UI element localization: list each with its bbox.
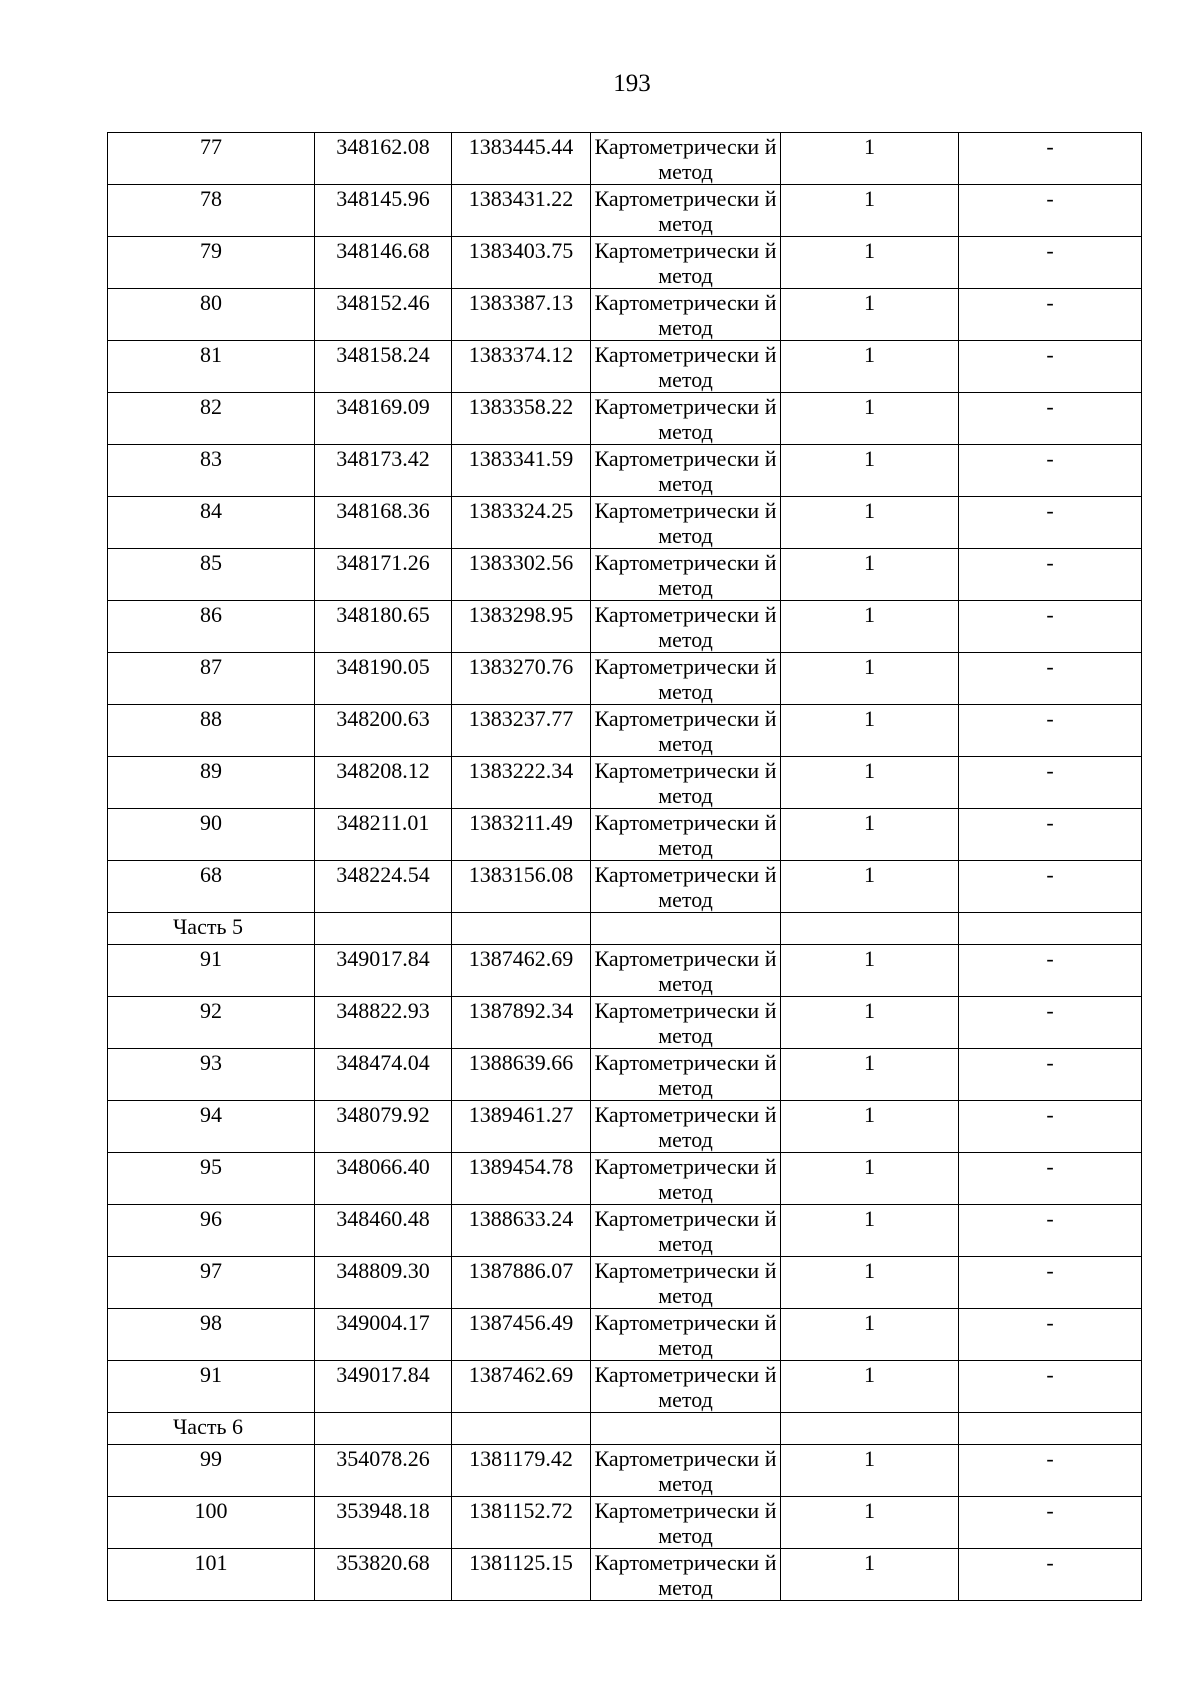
empty-cell xyxy=(591,913,781,945)
accuracy-cell: 1 xyxy=(781,1049,959,1101)
table-row xyxy=(108,997,1142,1049)
table-row xyxy=(108,653,1142,705)
note-cell: - xyxy=(959,1445,1142,1497)
accuracy-cell: 1 xyxy=(781,393,959,445)
table-row xyxy=(108,445,1142,497)
table-row xyxy=(108,1497,1142,1549)
method-cell: Картометрически й метод xyxy=(591,1309,781,1361)
empty-cell xyxy=(959,913,1142,945)
point-number-cell: 84 xyxy=(108,497,315,549)
table-row xyxy=(108,185,1142,237)
method-cell: Картометрически й метод xyxy=(591,1101,781,1153)
y-coordinate-cell: 1389461.27 xyxy=(452,1101,591,1153)
point-number-cell: 79 xyxy=(108,237,315,289)
table-row xyxy=(108,601,1142,653)
point-number-cell: 91 xyxy=(108,945,315,997)
accuracy-cell: 1 xyxy=(781,1205,959,1257)
y-coordinate-cell: 1387462.69 xyxy=(452,1361,591,1413)
x-coordinate-cell: 348474.04 xyxy=(315,1049,452,1101)
point-number-cell: 91 xyxy=(108,1361,315,1413)
accuracy-cell: 1 xyxy=(781,237,959,289)
note-cell: - xyxy=(959,653,1142,705)
point-number-cell: 89 xyxy=(108,757,315,809)
note-cell: - xyxy=(959,393,1142,445)
note-cell: - xyxy=(959,861,1142,913)
note-cell: - xyxy=(959,1153,1142,1205)
empty-cell xyxy=(315,1413,452,1445)
accuracy-cell: 1 xyxy=(781,1153,959,1205)
note-cell: - xyxy=(959,1257,1142,1309)
accuracy-cell: 1 xyxy=(781,653,959,705)
empty-cell xyxy=(315,913,452,945)
table-row xyxy=(108,757,1142,809)
method-cell: Картометрически й метод xyxy=(591,861,781,913)
point-number-cell: 94 xyxy=(108,1101,315,1153)
method-cell: Картометрически й метод xyxy=(591,1549,781,1601)
x-coordinate-cell: 348169.09 xyxy=(315,393,452,445)
point-number-cell: 95 xyxy=(108,1153,315,1205)
part-header-row xyxy=(108,1413,1142,1445)
y-coordinate-cell: 1383237.77 xyxy=(452,705,591,757)
y-coordinate-cell: 1381179.42 xyxy=(452,1445,591,1497)
x-coordinate-cell: 348146.68 xyxy=(315,237,452,289)
x-coordinate-cell: 348066.40 xyxy=(315,1153,452,1205)
note-cell: - xyxy=(959,341,1142,393)
method-cell: Картометрически й метод xyxy=(591,1497,781,1549)
note-cell: - xyxy=(959,1309,1142,1361)
x-coordinate-cell: 349017.84 xyxy=(315,945,452,997)
point-number-cell: 80 xyxy=(108,289,315,341)
table-row xyxy=(108,341,1142,393)
coordinates-table xyxy=(107,132,1142,1601)
y-coordinate-cell: 1387462.69 xyxy=(452,945,591,997)
accuracy-cell: 1 xyxy=(781,945,959,997)
table-row xyxy=(108,1049,1142,1101)
note-cell: - xyxy=(959,549,1142,601)
method-cell: Картометрически й метод xyxy=(591,997,781,1049)
accuracy-cell: 1 xyxy=(781,1257,959,1309)
accuracy-cell: 1 xyxy=(781,1101,959,1153)
note-cell: - xyxy=(959,601,1142,653)
table-row xyxy=(108,289,1142,341)
accuracy-cell: 1 xyxy=(781,289,959,341)
accuracy-cell: 1 xyxy=(781,1309,959,1361)
empty-cell xyxy=(781,1413,959,1445)
note-cell: - xyxy=(959,1049,1142,1101)
y-coordinate-cell: 1383270.76 xyxy=(452,653,591,705)
note-cell: - xyxy=(959,1361,1142,1413)
x-coordinate-cell: 348211.01 xyxy=(315,809,452,861)
x-coordinate-cell: 348822.93 xyxy=(315,997,452,1049)
y-coordinate-cell: 1383156.08 xyxy=(452,861,591,913)
point-number-cell: 101 xyxy=(108,1549,315,1601)
y-coordinate-cell: 1381152.72 xyxy=(452,1497,591,1549)
method-cell: Картометрически й метод xyxy=(591,945,781,997)
note-cell: - xyxy=(959,497,1142,549)
x-coordinate-cell: 348208.12 xyxy=(315,757,452,809)
table-row xyxy=(108,809,1142,861)
note-cell: - xyxy=(959,1497,1142,1549)
y-coordinate-cell: 1388639.66 xyxy=(452,1049,591,1101)
y-coordinate-cell: 1381125.15 xyxy=(452,1549,591,1601)
empty-cell xyxy=(959,1413,1142,1445)
x-coordinate-cell: 348173.42 xyxy=(315,445,452,497)
y-coordinate-cell: 1388633.24 xyxy=(452,1205,591,1257)
x-coordinate-cell: 349004.17 xyxy=(315,1309,452,1361)
y-coordinate-cell: 1383341.59 xyxy=(452,445,591,497)
note-cell: - xyxy=(959,185,1142,237)
x-coordinate-cell: 348079.92 xyxy=(315,1101,452,1153)
method-cell: Картометрически й метод xyxy=(591,809,781,861)
point-number-cell: 78 xyxy=(108,185,315,237)
y-coordinate-cell: 1383211.49 xyxy=(452,809,591,861)
method-cell: Картометрически й метод xyxy=(591,653,781,705)
y-coordinate-cell: 1383298.95 xyxy=(452,601,591,653)
x-coordinate-cell: 348168.36 xyxy=(315,497,452,549)
method-cell: Картометрически й метод xyxy=(591,601,781,653)
method-cell: Картометрически й метод xyxy=(591,1445,781,1497)
table-row xyxy=(108,237,1142,289)
table-row xyxy=(108,945,1142,997)
method-cell: Картометрически й метод xyxy=(591,1361,781,1413)
note-cell: - xyxy=(959,133,1142,185)
table-row xyxy=(108,1361,1142,1413)
x-coordinate-cell: 348809.30 xyxy=(315,1257,452,1309)
point-number-cell: 100 xyxy=(108,1497,315,1549)
point-number-cell: 90 xyxy=(108,809,315,861)
y-coordinate-cell: 1389454.78 xyxy=(452,1153,591,1205)
table-row xyxy=(108,497,1142,549)
empty-cell xyxy=(591,1413,781,1445)
note-cell: - xyxy=(959,1101,1142,1153)
y-coordinate-cell: 1383431.22 xyxy=(452,185,591,237)
y-coordinate-cell: 1387892.34 xyxy=(452,997,591,1049)
empty-cell xyxy=(452,1413,591,1445)
note-cell: - xyxy=(959,1549,1142,1601)
note-cell: - xyxy=(959,705,1142,757)
method-cell: Картометрически й метод xyxy=(591,133,781,185)
method-cell: Картометрически й метод xyxy=(591,757,781,809)
part-header-row xyxy=(108,913,1142,945)
table-row xyxy=(108,1101,1142,1153)
y-coordinate-cell: 1383358.22 xyxy=(452,393,591,445)
part-label: Часть 6 xyxy=(108,1413,315,1445)
method-cell: Картометрически й метод xyxy=(591,185,781,237)
accuracy-cell: 1 xyxy=(781,757,959,809)
accuracy-cell: 1 xyxy=(781,1549,959,1601)
x-coordinate-cell: 348162.08 xyxy=(315,133,452,185)
y-coordinate-cell: 1383445.44 xyxy=(452,133,591,185)
accuracy-cell: 1 xyxy=(781,185,959,237)
x-coordinate-cell: 348460.48 xyxy=(315,1205,452,1257)
point-number-cell: 82 xyxy=(108,393,315,445)
accuracy-cell: 1 xyxy=(781,601,959,653)
coordinates-table-body xyxy=(108,133,1142,1601)
y-coordinate-cell: 1383403.75 xyxy=(452,237,591,289)
accuracy-cell: 1 xyxy=(781,861,959,913)
method-cell: Картометрически й метод xyxy=(591,1257,781,1309)
y-coordinate-cell: 1387886.07 xyxy=(452,1257,591,1309)
accuracy-cell: 1 xyxy=(781,133,959,185)
table-row xyxy=(108,1257,1142,1309)
point-number-cell: 92 xyxy=(108,997,315,1049)
table-row xyxy=(108,705,1142,757)
note-cell: - xyxy=(959,289,1142,341)
y-coordinate-cell: 1387456.49 xyxy=(452,1309,591,1361)
empty-cell xyxy=(781,913,959,945)
method-cell: Картометрически й метод xyxy=(591,445,781,497)
table-row xyxy=(108,393,1142,445)
accuracy-cell: 1 xyxy=(781,497,959,549)
x-coordinate-cell: 349017.84 xyxy=(315,1361,452,1413)
method-cell: Картометрически й метод xyxy=(591,1049,781,1101)
x-coordinate-cell: 348224.54 xyxy=(315,861,452,913)
y-coordinate-cell: 1383387.13 xyxy=(452,289,591,341)
accuracy-cell: 1 xyxy=(781,341,959,393)
accuracy-cell: 1 xyxy=(781,705,959,757)
accuracy-cell: 1 xyxy=(781,549,959,601)
y-coordinate-cell: 1383302.56 xyxy=(452,549,591,601)
table-row xyxy=(108,861,1142,913)
y-coordinate-cell: 1383374.12 xyxy=(452,341,591,393)
point-number-cell: 96 xyxy=(108,1205,315,1257)
accuracy-cell: 1 xyxy=(781,445,959,497)
note-cell: - xyxy=(959,997,1142,1049)
point-number-cell: 81 xyxy=(108,341,315,393)
x-coordinate-cell: 348190.05 xyxy=(315,653,452,705)
point-number-cell: 98 xyxy=(108,1309,315,1361)
accuracy-cell: 1 xyxy=(781,809,959,861)
note-cell: - xyxy=(959,945,1142,997)
table-row xyxy=(108,549,1142,601)
method-cell: Картометрически й метод xyxy=(591,549,781,601)
point-number-cell: 99 xyxy=(108,1445,315,1497)
x-coordinate-cell: 353948.18 xyxy=(315,1497,452,1549)
point-number-cell: 97 xyxy=(108,1257,315,1309)
x-coordinate-cell: 348158.24 xyxy=(315,341,452,393)
point-number-cell: 77 xyxy=(108,133,315,185)
point-number-cell: 83 xyxy=(108,445,315,497)
method-cell: Картометрически й метод xyxy=(591,705,781,757)
empty-cell xyxy=(452,913,591,945)
note-cell: - xyxy=(959,1205,1142,1257)
method-cell: Картометрически й метод xyxy=(591,289,781,341)
page-number: 193 xyxy=(613,70,651,97)
x-coordinate-cell: 348200.63 xyxy=(315,705,452,757)
note-cell: - xyxy=(959,237,1142,289)
accuracy-cell: 1 xyxy=(781,1497,959,1549)
point-number-cell: 68 xyxy=(108,861,315,913)
x-coordinate-cell: 348180.65 xyxy=(315,601,452,653)
point-number-cell: 87 xyxy=(108,653,315,705)
accuracy-cell: 1 xyxy=(781,1361,959,1413)
y-coordinate-cell: 1383324.25 xyxy=(452,497,591,549)
method-cell: Картометрически й метод xyxy=(591,393,781,445)
note-cell: - xyxy=(959,757,1142,809)
note-cell: - xyxy=(959,445,1142,497)
table-row xyxy=(108,1309,1142,1361)
note-cell: - xyxy=(959,809,1142,861)
table-row xyxy=(108,1445,1142,1497)
method-cell: Картометрически й метод xyxy=(591,341,781,393)
x-coordinate-cell: 348152.46 xyxy=(315,289,452,341)
table-row xyxy=(108,1549,1142,1601)
accuracy-cell: 1 xyxy=(781,1445,959,1497)
table-row xyxy=(108,1205,1142,1257)
x-coordinate-cell: 353820.68 xyxy=(315,1549,452,1601)
method-cell: Картометрически й метод xyxy=(591,497,781,549)
method-cell: Картометрически й метод xyxy=(591,237,781,289)
table-row xyxy=(108,133,1142,185)
point-number-cell: 85 xyxy=(108,549,315,601)
method-cell: Картометрически й метод xyxy=(591,1153,781,1205)
x-coordinate-cell: 354078.26 xyxy=(315,1445,452,1497)
point-number-cell: 93 xyxy=(108,1049,315,1101)
accuracy-cell: 1 xyxy=(781,997,959,1049)
x-coordinate-cell: 348145.96 xyxy=(315,185,452,237)
y-coordinate-cell: 1383222.34 xyxy=(452,757,591,809)
part-label: Часть 5 xyxy=(108,913,315,945)
point-number-cell: 86 xyxy=(108,601,315,653)
method-cell: Картометрически й метод xyxy=(591,1205,781,1257)
x-coordinate-cell: 348171.26 xyxy=(315,549,452,601)
point-number-cell: 88 xyxy=(108,705,315,757)
table-row xyxy=(108,1153,1142,1205)
